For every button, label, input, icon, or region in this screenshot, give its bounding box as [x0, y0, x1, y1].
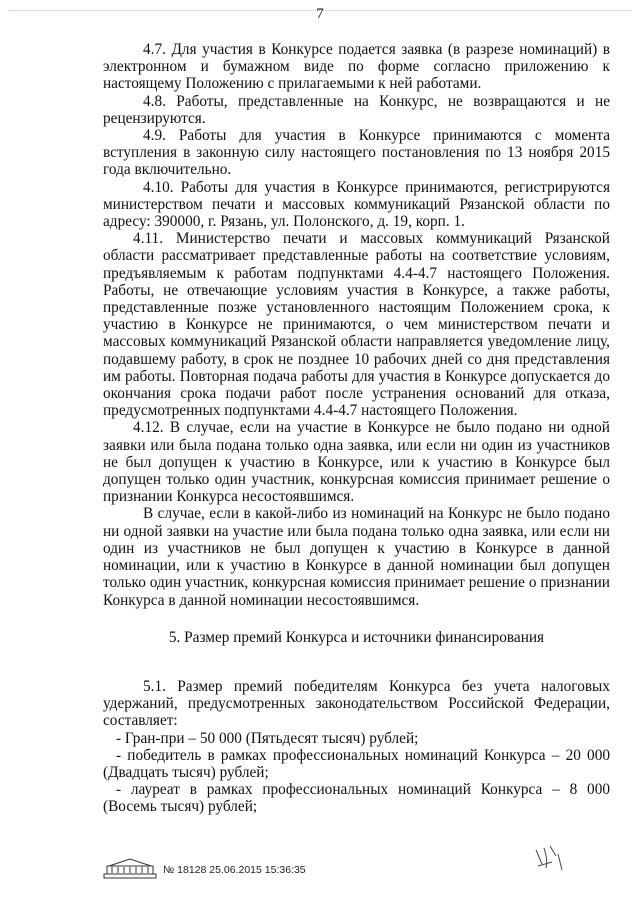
paragraph-4-12-continued: В случае, если в какой-либо из номинаций на Конкурс не было подано ни одной заявки на участие или была подана только одна заявка, или если ни один из участников не был допущен к участию в Конкурсе в данной номинации, или к участию в Конкурсе в данной номинации был допущен только один участник, конкурсная комиссия принимает решение о признании Конкурса в данной номинации несостоявшимся.	[103, 505, 610, 609]
paragraph-5-1: 5.1. Размер премий победителям Конкурса без учета налоговых удержаний, предусмотренных законодательством Российской Федерации, составляет:	[103, 677, 610, 730]
registration-stamp: № 18128 25.06.2015 15:36:35	[163, 864, 306, 876]
paragraph-4-10: 4.10. Работы для участия в Конкурсе принимаются, регистрируются министерством печати и массовых коммуникаций Рязанской области по адресу: 390000, г. Рязань, ул. Полонского, д. 19, корп. 1.	[103, 178, 610, 231]
paragraph-4-9: 4.9. Работы для участия в Конкурсе принимаются с момента вступления в законную силу настоящего постановления по 13 ноября 2015 года включительно.	[103, 127, 610, 179]
footer-stamp-area	[103, 858, 306, 882]
paragraph-4-12: 4.12. В случае, если на участие в Конкурсе не было подано ни одной заявки или была подана только одна заявка, или если ни один из участников не был допущен к участию в Конкурсе, или к участию в Конкурсе был допущен только один участник, конкурсная комиссия принимает решение о признании Конкурса несостоявшимся.	[103, 419, 610, 506]
paragraph-4-7: 4.7. Для участия в Конкурсе подается заявка (в разрезе номинаций) в электронном и бумажном виде по форме согласно приложению к настоящему Положению с прилагаемыми к ней работами.	[103, 41, 610, 93]
prize-item-grand-prix: - Гран-при – 50 000 (Пятьдесят тысяч) рублей;	[116, 729, 419, 747]
building-logo-icon	[103, 857, 157, 884]
document-body	[103, 41, 610, 816]
prize-item-laureate: - лауреат в рамках профессиональных номинаций Конкурса – 8 000 (Восемь тысяч) рублей;	[103, 781, 610, 816]
paragraph-4-8: 4.8. Работы, представленные на Конкурс, не возвращаются и не рецензируются.	[103, 92, 610, 127]
prize-item-winner: - победитель в рамках профессиональных номинаций Конкурса – 20 000 (Двадцать тысяч) рублей;	[103, 746, 610, 781]
section-heading: 5. Размер премий Конкурса и источники финансирования	[168, 628, 545, 646]
paragraph-4-11: 4.11. Министерство печати и массовых коммуникаций Рязанской области рассматривает представленные работы на соответствие условиям, предъявляемым к работам подпунктами 4.4-4.7 настоящего Положения. Работы, не отвечающие условиям участия в Конкурсе, а также работы, представленные позже установленного настоящим Положением срока, к участию в Конкурсе не принимаются, о чем министерством печати и массовых коммуникаций Рязанской области направляется уведомление лицу, подавшему работу, в срок не позднее 10 рабочих дней со дня представления им работы. Повторная подача работы для участия в Конкурсе допускается до окончания срока подачи работ после устранения оснований для отказа, предусмотренных подпунктами 4.4-4.7 настоящего Положения.	[103, 230, 610, 420]
page-number: 7	[316, 6, 324, 22]
handwritten-signature-icon	[532, 842, 572, 879]
